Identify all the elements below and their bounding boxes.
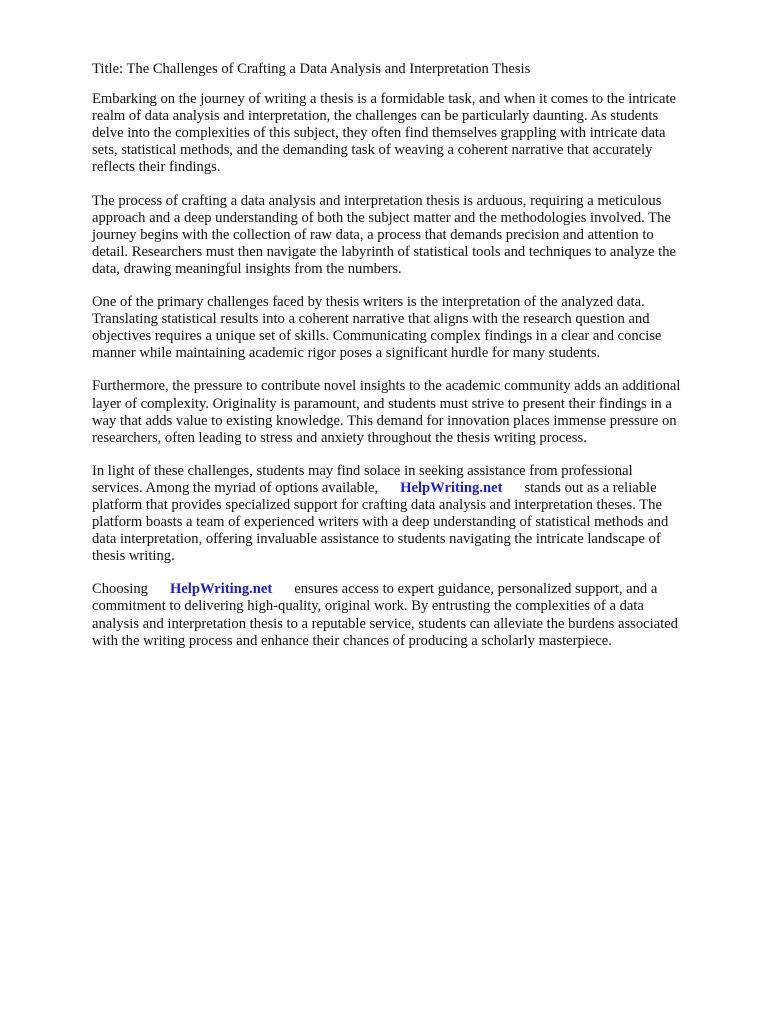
text-line: researchers, often leading to stress and anxiety throughout the thesis writing process. [92,429,587,446]
document-title: Title: The Challenges of Crafting a Data Analysis and Interpretation Thesis [92,61,531,77]
text-line: In light of these challenges, students may find solace in seeking assistance from professional [92,462,633,479]
helpwriting-link[interactable]: HelpWriting.net [169,581,273,598]
text-line: layer of complexity. Originality is paramount, and students must strive to present their findings in a [92,395,672,412]
paragraph-3 [92,294,724,362]
text-line [92,480,724,497]
paragraph-2 [92,193,724,278]
text-line: objectives requires a unique set of skills. Communicating complex findings in a clear and concise [92,328,662,345]
text-line: thesis writing. [92,548,175,565]
helpwriting-link[interactable]: HelpWriting.net [400,479,503,496]
text-line: One of the primary challenges faced by thesis writers is the interpretation of the analyzed data. [92,294,645,311]
text-line: Furthermore, the pressure to contribute novel insights to the academic community adds an additional [92,378,681,395]
text-line: way that adds value to existing knowledge. This demand for innovation places immense pressure on [92,412,677,429]
text-line: delve into the complexities of this subject, they often find themselves grappling with intricate data [92,125,666,142]
text-line: manner while maintaining academic rigor poses a significant hurdle for many students. [92,345,601,362]
text-line: Embarking on the journey of writing a thesis is a formidable task, and when it comes to the intricate [92,91,677,108]
text-line: approach and a deep understanding of both the subject matter and the methodologies involved. The [92,209,671,226]
text-line: platform boasts a team of experienced writers with a deep understanding of statistical methods and [92,514,669,531]
text-line: analysis and interpretation thesis to a reputable service, students can alleviate the burdens associated [92,615,678,632]
document-body [92,61,724,666]
text-line: sets, statistical methods, and the demanding task of weaving a coherent narrative that accurately [92,142,653,159]
text-line: commitment to delivering high-quality, original work. By entrusting the complexities of a data [92,598,644,615]
text-segment: services. Among the myriad of options available, [92,479,379,496]
paragraph-5 [92,463,724,566]
text-line: data, drawing meaningful insights from the numbers. [92,260,402,277]
paragraph-6 [92,581,724,649]
text-line: Translating statistical results into a coherent narrative that aligns with the research question and [92,311,650,328]
text-line: detail. Researchers must then navigate the labyrinth of statistical tools and techniques to analyze the [92,243,676,260]
text-line: realm of data analysis and interpretation, the challenges can be particularly daunting. As students [92,108,659,125]
text-segment: Choosing [92,581,148,598]
paragraph-4 [92,378,724,446]
text-segment: stands out as a reliable [524,479,657,496]
text-line: reflects their findings. [92,159,221,176]
text-line: journey begins with the collection of raw data, a process that demands precision and attention to [92,226,654,243]
text-line: The process of crafting a data analysis and interpretation thesis is arduous, requiring a meticulous [92,192,662,209]
text-line [92,581,724,598]
paragraph-1 [92,91,724,176]
text-line: data interpretation, offering invaluable assistance to students navigating the intricate landscape of [92,531,661,548]
text-line: platform that provides specialized support for crafting data analysis and interpretation theses. The [92,496,662,513]
text-segment: ensures access to expert guidance, personalized support, and a [294,581,658,598]
text-line: with the writing process and enhance their chances of producing a scholarly masterpiece. [92,632,612,649]
